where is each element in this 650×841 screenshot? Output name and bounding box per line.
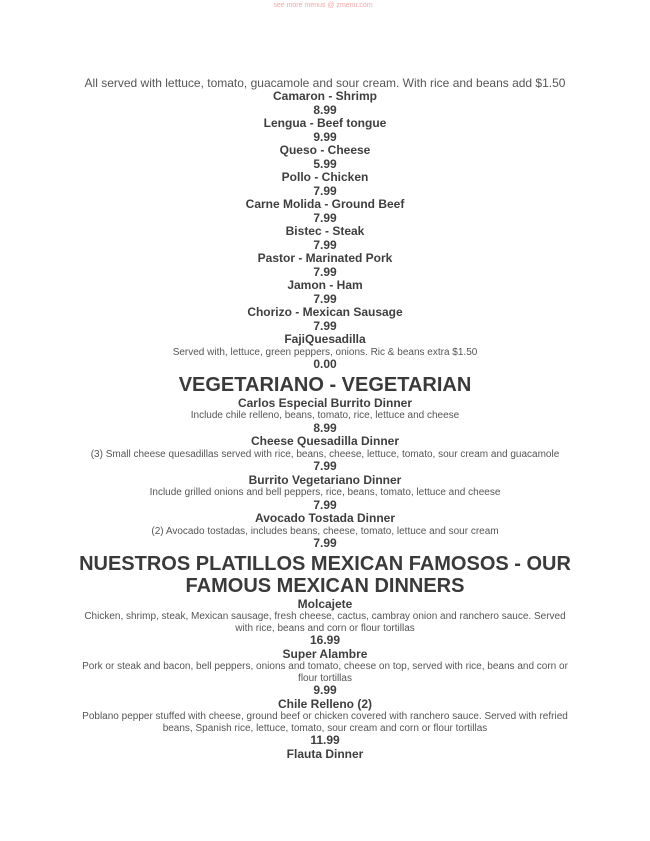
menu-item-price: 5.99 xyxy=(313,156,337,171)
section-title-vegetarian: VEGETARIANO - VEGETARIAN xyxy=(178,373,472,396)
menu-item-name: Lengua - Beef tongue xyxy=(263,116,387,130)
menu-item-name: Jamon - Ham xyxy=(287,278,363,292)
watermark: see more menus @ zmenu.com xyxy=(273,2,373,9)
menu-item-price: 16.99 xyxy=(309,633,341,647)
menu-item-name: Bistec - Steak xyxy=(285,224,365,238)
menu-item-description: (3) Small cheese quesadillas served with rice, beans, cheese, lettuce, tomato, sour cream and guacamole xyxy=(90,448,560,460)
menu-item-description: Include grilled onions and bell peppers, rice, beans, tomato, lettuce and cheese xyxy=(149,487,501,498)
menu-item-price: 11.99 xyxy=(310,733,340,747)
vegetarian-list xyxy=(0,397,650,551)
menu-item-price: 9.99 xyxy=(313,683,337,697)
menu-item-name: Molcajete xyxy=(297,596,353,611)
menu-item-price: 7.99 xyxy=(313,264,337,279)
menu-item-description: (2) Avocado tostadas, includes beans, cheese, tomato, lettuce and sour cream xyxy=(151,525,499,537)
famous-dinners-list xyxy=(0,598,650,762)
menu-item-price: 7.99 xyxy=(313,318,337,333)
quesadilla-intro: All served with lettuce, tomato, guacamole and sour cream. With rice and beans add $1.50 xyxy=(84,76,566,90)
menu-item-description: Chicken, shrimp, steak, Mexican sausage, fresh cheese, cactus, cambray onion and ranchero sauce. Served with rice, beans and corn or flour tortillas xyxy=(84,611,566,634)
menu-item-name: Carlos Especial Burrito Dinner xyxy=(237,395,413,410)
menu-content xyxy=(0,76,650,761)
menu-item-name: Avocado Tostada Dinner xyxy=(254,511,396,525)
quesadilla-list xyxy=(0,90,650,372)
menu-item-price: 8.99 xyxy=(313,420,337,435)
menu-item-price: 7.99 xyxy=(313,183,337,198)
menu-item-name: Carne Molida - Ground Beef xyxy=(245,197,405,211)
menu-item-price: 7.99 xyxy=(313,210,337,225)
menu-item-name: Super Alambre xyxy=(282,646,368,661)
section-title-famous-dinners: NUESTROS PLATILLOS MEXICAN FAMOSOS - OUR FAMOUS MEXICAN DINNERS xyxy=(79,552,571,597)
menu-item-name: Cheese Quesadilla Dinner xyxy=(250,434,400,448)
menu-item-name: FajiQuesadilla xyxy=(284,332,366,346)
menu-item-price: 8.99 xyxy=(313,102,337,117)
menu-item-name: Burrito Vegetariano Dinner xyxy=(248,472,402,487)
menu-item-price: 7.99 xyxy=(313,497,337,512)
menu-item-name: Flauta Dinner xyxy=(286,746,364,761)
menu-item-price: 7.99 xyxy=(313,459,337,473)
menu-item-name: Pollo - Chicken xyxy=(281,170,369,184)
menu-item-description: Pork or steak and bacon, bell peppers, onions and tomato, cheese on top, served with rice, beans and corn or flour tortillas xyxy=(82,661,568,684)
menu-item-description: Include chile relleno, beans, tomato, rice, lettuce and cheese xyxy=(190,410,460,421)
menu-item-name: Pastor - Marinated Pork xyxy=(257,251,393,265)
menu-item-price: 7.99 xyxy=(313,536,337,550)
menu-item-name: Queso - Cheese xyxy=(279,143,371,157)
menu-item-price: 7.99 xyxy=(313,237,337,252)
menu-item-price: 0.00 xyxy=(313,357,337,371)
menu-item-price: 7.99 xyxy=(313,291,337,306)
menu-item-description: Poblano pepper stuffed with cheese, ground beef or chicken covered with ranchero sauce. Served with refried beans, Spanish rice, lettuce, tomato, sour cream and corn or flour tortillas xyxy=(82,711,568,734)
menu-item-name: Camaron - Shrimp xyxy=(272,89,377,103)
menu-item-name: Chorizo - Mexican Sausage xyxy=(247,305,403,319)
menu-item-name: Chile Relleno (2) xyxy=(277,696,372,711)
menu-item-description: Served with, lettuce, green peppers, onions. Ric & beans extra $1.50 xyxy=(172,346,478,358)
menu-item-price: 9.99 xyxy=(313,129,337,144)
